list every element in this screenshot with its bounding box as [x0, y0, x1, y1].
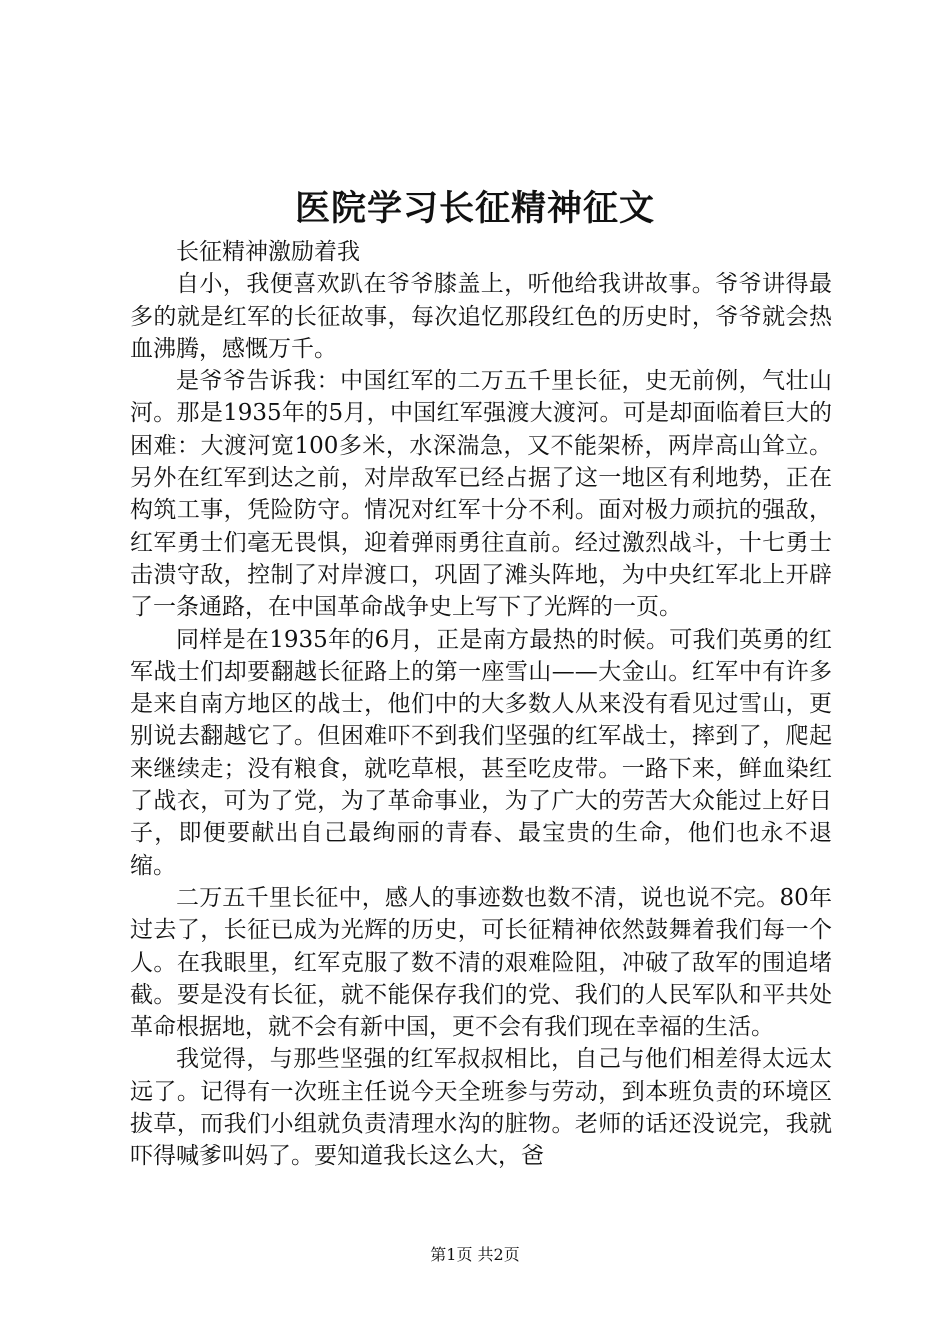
- document-body: [130, 236, 832, 1173]
- document-subtitle: 长征精神激励着我: [176, 239, 360, 265]
- paragraph-1: 自小，我便喜欢趴在爷爷膝盖上，听他给我讲故事。爷爷讲得最多的就是红军的长征故事，每次追忆那段红色的历史时，爷爷就会热血沸腾，感慨万千。: [130, 271, 832, 362]
- paragraph-3: 同样是在1935年的6月，正是南方最热的时候。可我们英勇的红军战士们却要翻越长征路上的第一座雪山——大金山。红军中有许多是来自南方地区的战士，他们中的大多数人从来没有看见过雪山，更别说去翻越它了。但困难吓不到我们坚强的红军战士，摔到了，爬起来继续走；没有粮食，就吃草根，甚至吃皮带。一路下来，鲜血染红了战衣，可为了党，为了革命事业，为了广大的劳苦大众能过上好日子，即便要献出自己最绚丽的青春、最宝贵的生命，他们也永不退缩。: [130, 626, 832, 879]
- paragraph-2: 是爷爷告诉我：中国红军的二万五千里长征，史无前例，气壮山河。那是1935年的5月，中国红军强渡大渡河。可是却面临着巨大的困难：大渡河宽100多米，水深湍急，又不能架桥，两岸高山耸立。另外在红军到达之前，对岸敌军已经占据了这一地区有利地势，正在构筑工事，凭险防守。情况对红军十分不利。面对极力顽抗的强敌，红军勇士们毫无畏惧，迎着弹雨勇往直前。经过激烈战斗，十七勇士击溃守敌，控制了对岸渡口，巩固了滩头阵地，为中央红军北上开辟了一条通路，在中国革命战争史上写下了光辉的一页。: [130, 368, 832, 621]
- page-number-footer: 第1页 共2页: [430, 1245, 520, 1264]
- paragraph-5: 我觉得，与那些坚强的红军叔叔相比，自己与他们相差得太远太远了。记得有一次班主任说今天全班参与劳动，到本班负责的环境区拔草，而我们小组就负责清理水沟的脏物。老师的话还没说完，我就吓得喊爹叫妈了。要知道我长这么大，爸: [130, 1046, 832, 1170]
- paragraph-4: 二万五千里长征中，感人的事迹数也数不清，说也说不完。80年过去了，长征已成为光辉的历史，可长征精神依然鼓舞着我们每一个人。在我眼里，红军克服了数不清的艰难险阻，冲破了敌军的围追堵截。要是没有长征，就不能保存我们的党、我们的人民军队和平共处革命根据地，就不会有新中国，更不会有我们现在幸福的生活。: [130, 884, 832, 1041]
- document-title: 医院学习长征精神征文: [294, 188, 655, 229]
